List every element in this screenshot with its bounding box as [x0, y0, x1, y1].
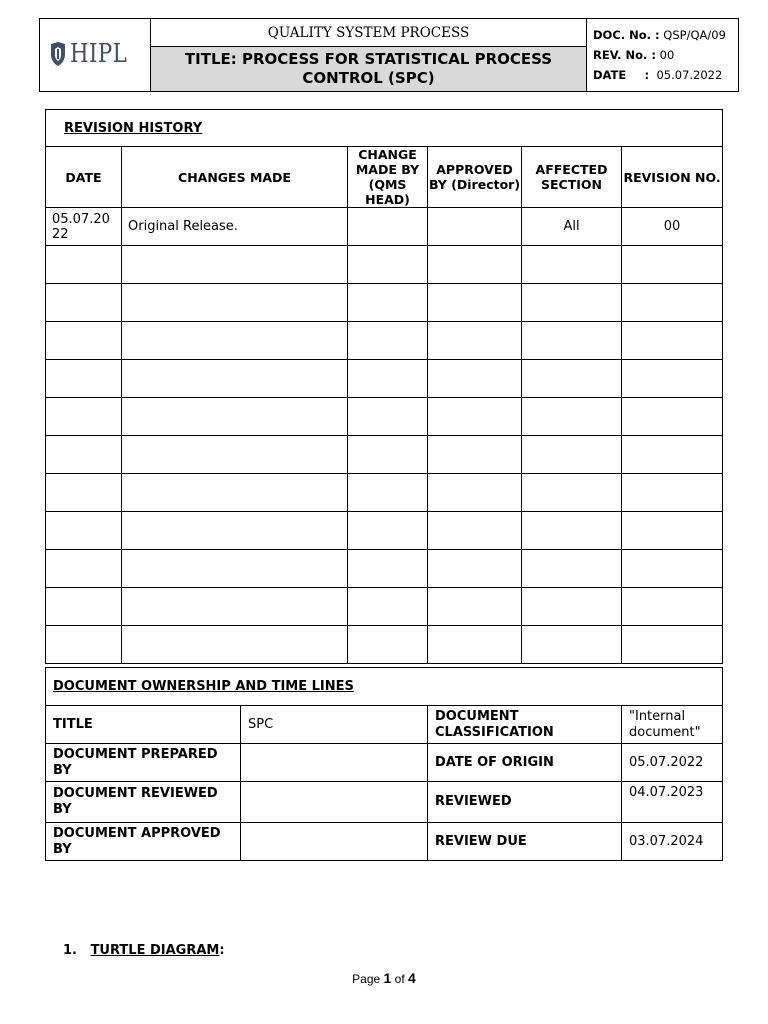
system-name: QUALITY SYSTEM PROCESS — [151, 19, 587, 47]
empty-cell — [122, 474, 348, 512]
table-row — [46, 474, 723, 512]
empty-cell — [522, 284, 622, 322]
empty-cell — [622, 322, 723, 360]
doc-date: DATE : 05.07.2022 — [593, 68, 723, 82]
reviewed-by-value — [241, 782, 428, 823]
company-logo — [50, 39, 140, 69]
reviewed-by-label: DOCUMENT REVIEWED BY — [46, 782, 241, 823]
date-of-origin-label: DATE OF ORIGIN — [428, 744, 622, 782]
table-row — [46, 246, 723, 284]
empty-cell — [348, 550, 428, 588]
date-of-origin-value: 05.07.2022 — [622, 744, 723, 782]
empty-cell — [46, 360, 122, 398]
empty-cell — [428, 284, 522, 322]
doc-no: DOC. No. : QSP/QA/09 — [593, 28, 726, 42]
prepared-by-label: DOCUMENT PREPARED BY — [46, 744, 241, 782]
approved-by-label: DOCUMENT APPROVED BY — [46, 823, 241, 861]
column-header: CHANGE MADE BY (QMS HEAD) — [348, 147, 428, 208]
empty-cell — [522, 588, 622, 626]
column-header: REVISION NO. — [622, 147, 723, 208]
empty-cell — [428, 398, 522, 436]
revision-changes: Original Release. — [122, 208, 348, 246]
table-row — [46, 550, 723, 588]
empty-cell — [622, 474, 723, 512]
table-row — [46, 823, 723, 861]
table-row — [46, 436, 723, 474]
empty-cell — [122, 398, 348, 436]
empty-cell — [122, 588, 348, 626]
revision-date: 05.07.20 22 — [46, 208, 122, 246]
column-header: CHANGES MADE — [122, 147, 348, 208]
column-header: AFFECTED SECTION — [522, 147, 622, 208]
revision-approved-by — [428, 208, 522, 246]
empty-cell — [348, 474, 428, 512]
table-row — [46, 360, 723, 398]
total-pages: 4 — [408, 970, 416, 986]
empty-cell — [348, 588, 428, 626]
table-row — [46, 744, 723, 782]
reviewed-label: REVIEWED — [428, 782, 622, 823]
document-header — [39, 18, 739, 92]
empty-cell — [348, 436, 428, 474]
empty-cell — [622, 550, 723, 588]
empty-cell — [522, 398, 622, 436]
empty-cell — [428, 360, 522, 398]
empty-cell — [348, 512, 428, 550]
empty-cell — [428, 626, 522, 664]
current-page: 1 — [383, 970, 392, 986]
empty-cell — [622, 436, 723, 474]
empty-cell — [348, 626, 428, 664]
document-title: TITLE: PROCESS FOR STATISTICAL PROCESS CONTROL (SPC) — [151, 47, 587, 92]
title-label: TITLE — [46, 706, 241, 744]
table-row — [46, 322, 723, 360]
empty-cell — [522, 512, 622, 550]
empty-cell — [622, 246, 723, 284]
document-meta — [587, 19, 739, 92]
table-row — [46, 398, 723, 436]
classification-label: DOCUMENT CLASSIFICATION — [428, 706, 622, 744]
revision-history-title: REVISION HISTORY — [46, 110, 723, 147]
empty-cell — [522, 626, 622, 664]
table-row — [46, 208, 723, 246]
section-number: 1. — [63, 943, 77, 958]
empty-cell — [428, 246, 522, 284]
section-title: TURTLE DIAGRAM — [90, 943, 220, 958]
ownership-title: DOCUMENT OWNERSHIP AND TIME LINES — [46, 668, 723, 706]
empty-cell — [46, 246, 122, 284]
empty-cell — [522, 436, 622, 474]
revision-section: All — [522, 208, 622, 246]
classification-value: "Internal document" — [622, 706, 723, 744]
empty-cell — [122, 550, 348, 588]
empty-cell — [348, 360, 428, 398]
empty-cell — [46, 588, 122, 626]
empty-cell — [622, 360, 723, 398]
rev-no: REV. No. : 00 — [593, 48, 675, 62]
column-header: APPROVED BY (Director) — [428, 147, 522, 208]
empty-cell — [622, 626, 723, 664]
empty-cell — [522, 360, 622, 398]
empty-cell — [428, 550, 522, 588]
document-ownership-table — [45, 667, 723, 861]
empty-cell — [46, 436, 122, 474]
empty-cell — [122, 626, 348, 664]
empty-cell — [46, 550, 122, 588]
table-header-row — [46, 147, 723, 208]
title-value: SPC — [241, 706, 428, 744]
approved-by-value — [241, 823, 428, 861]
table-row — [46, 626, 723, 664]
empty-cell — [428, 322, 522, 360]
review-due-label: REVIEW DUE — [428, 823, 622, 861]
logo-text: HIPL — [70, 39, 128, 69]
column-header: DATE — [46, 147, 122, 208]
review-due-value: 03.07.2024 — [622, 823, 723, 861]
empty-cell — [122, 322, 348, 360]
empty-cell — [46, 284, 122, 322]
empty-cell — [122, 436, 348, 474]
revision-history-table — [45, 109, 723, 664]
empty-cell — [122, 512, 348, 550]
empty-cell — [46, 474, 122, 512]
empty-cell — [522, 550, 622, 588]
empty-cell — [522, 246, 622, 284]
empty-cell — [428, 474, 522, 512]
logo-cell — [40, 19, 151, 92]
shield-icon — [50, 41, 66, 67]
empty-cell — [46, 626, 122, 664]
empty-cell — [348, 398, 428, 436]
empty-cell — [522, 322, 622, 360]
empty-cell — [46, 512, 122, 550]
empty-cell — [46, 398, 122, 436]
empty-cell — [348, 322, 428, 360]
empty-cell — [522, 474, 622, 512]
empty-cell — [428, 436, 522, 474]
empty-cell — [622, 512, 723, 550]
page-number: Page 1 of 4 — [352, 970, 416, 986]
empty-cell — [348, 284, 428, 322]
empty-cell — [122, 360, 348, 398]
empty-cell — [622, 588, 723, 626]
table-row — [46, 588, 723, 626]
revision-number: 00 — [622, 208, 723, 246]
table-row — [46, 512, 723, 550]
empty-cell — [46, 322, 122, 360]
empty-cell — [428, 512, 522, 550]
empty-cell — [122, 284, 348, 322]
section-heading: 1. TURTLE DIAGRAM: — [63, 943, 225, 958]
empty-cell — [622, 398, 723, 436]
revision-changed-by — [348, 208, 428, 246]
empty-cell — [622, 284, 723, 322]
table-row — [46, 284, 723, 322]
table-row — [46, 706, 723, 744]
prepared-by-value — [241, 744, 428, 782]
reviewed-value: 04.07.2023 — [622, 782, 723, 823]
empty-cell — [122, 246, 348, 284]
empty-cell — [428, 588, 522, 626]
empty-cell — [348, 246, 428, 284]
table-row — [46, 782, 723, 823]
